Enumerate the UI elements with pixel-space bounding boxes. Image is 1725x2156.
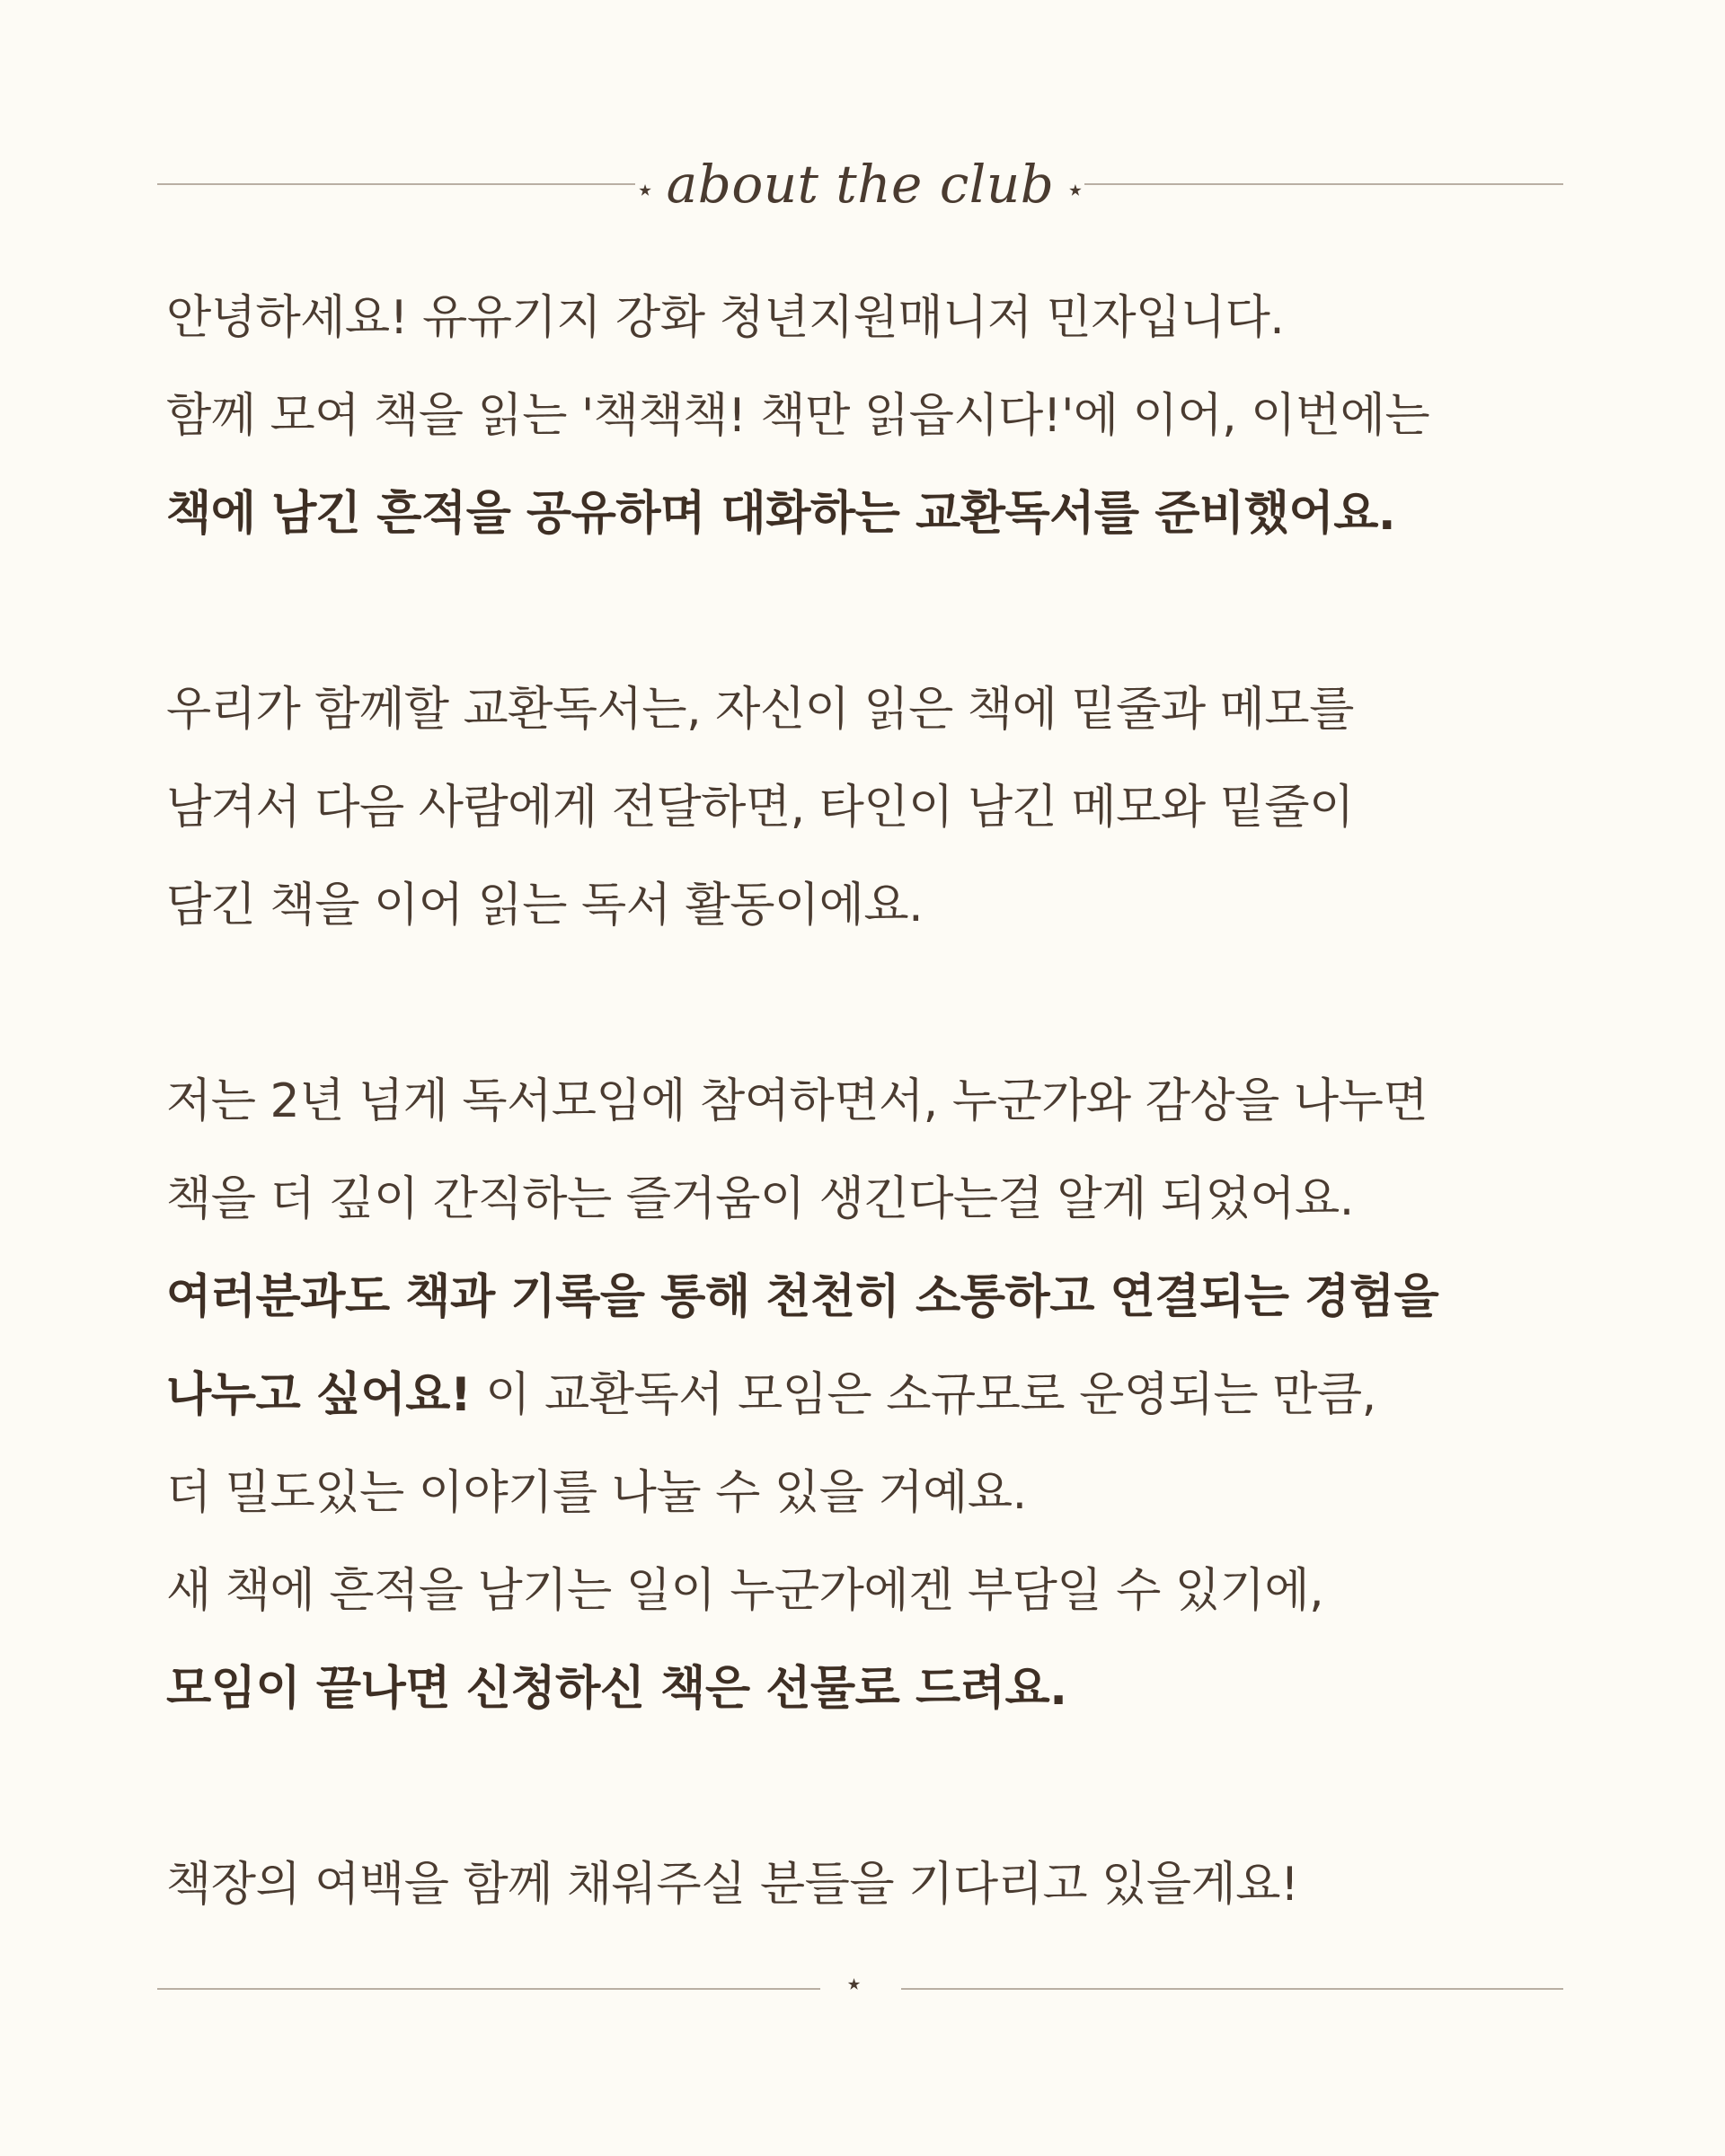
header-rule-left: [157, 183, 635, 185]
text-line: [166, 367, 1568, 465]
footer-rule-left: [157, 1988, 820, 1990]
paragraph: [166, 661, 1568, 955]
text-line: [166, 1347, 1568, 1445]
text-line: [166, 1445, 1568, 1542]
body-text: 새 책에 흔적을 남기는 일이 누군가에겐 부담일 수 있기에,: [166, 1564, 1324, 1618]
text-line: [166, 759, 1568, 857]
body-text: 저는 2년 넘게 독서모임에 참여하면서, 누군가와 감상을 나누면: [166, 1074, 1429, 1128]
section-header: [157, 144, 1563, 225]
text-line: [166, 661, 1568, 759]
paragraph: [166, 1053, 1568, 1738]
text-line: [166, 1053, 1568, 1151]
header-title-group: [638, 144, 1083, 225]
text-line: [166, 465, 1568, 563]
text-line: [166, 1836, 1568, 1934]
body-text: 안녕하세요! 유유기지 강화 청년지원매니저 민자입니다.: [166, 291, 1285, 345]
section-title: about the club: [666, 154, 1055, 215]
section-footer: [157, 1958, 1563, 2012]
text-line: [166, 857, 1568, 955]
text-line: [166, 1640, 1568, 1738]
emphasis-text: 책에 남긴 흔적을 공유하며 대화하는 교환독서를 준비했어요.: [166, 487, 1396, 541]
text-line: [166, 270, 1568, 367]
emphasis-text: 여러분과도 책과 기록을 통해 천천히 소통하고 연결되는 경험을: [166, 1270, 1439, 1324]
body-text: 책을 더 깊이 간직하는 즐거움이 생긴다는걸 알게 되었어요.: [166, 1172, 1354, 1226]
star-icon: ⭑: [847, 1968, 862, 1998]
emphasis-text: 나누고 싶어요!: [166, 1368, 472, 1422]
paragraph-spacer: [166, 955, 1568, 1053]
text-line: [166, 1151, 1568, 1249]
text-line: [166, 1542, 1568, 1640]
star-icon: ⭑: [638, 174, 652, 204]
paragraph-spacer: [166, 1738, 1568, 1836]
club-description: [166, 270, 1568, 1934]
paragraph: [166, 270, 1568, 563]
body-text: 책장의 여백을 함께 채워주실 분들을 기다리고 있을게요!: [166, 1858, 1299, 1912]
star-icon: ⭑: [1068, 174, 1083, 204]
paragraph-spacer: [166, 563, 1568, 661]
footer-rule-right: [901, 1988, 1563, 1990]
body-text: 남겨서 다음 사람에게 전달하면, 타인이 남긴 메모와 밑줄이: [166, 781, 1354, 835]
emphasis-text: 모임이 끝나면 신청하신 책은 선물로 드려요.: [166, 1662, 1067, 1716]
body-text: 담긴 책을 이어 읽는 독서 활동이에요.: [166, 879, 924, 932]
body-text: 더 밀도있는 이야기를 나눌 수 있을 거예요.: [166, 1466, 1027, 1520]
body-text: 이 교환독서 모임은 소규모로 운영되는 만큼,: [471, 1368, 1376, 1422]
text-line: [166, 1249, 1568, 1347]
header-rule-right: [1084, 183, 1563, 185]
body-text: 우리가 함께할 교환독서는, 자신이 읽은 책에 밑줄과 메모를: [166, 683, 1354, 737]
paragraph: [166, 1836, 1568, 1934]
body-text: 함께 모여 책을 읽는 '책책책! 책만 읽읍시다!'에 이어, 이번에는: [166, 389, 1430, 443]
